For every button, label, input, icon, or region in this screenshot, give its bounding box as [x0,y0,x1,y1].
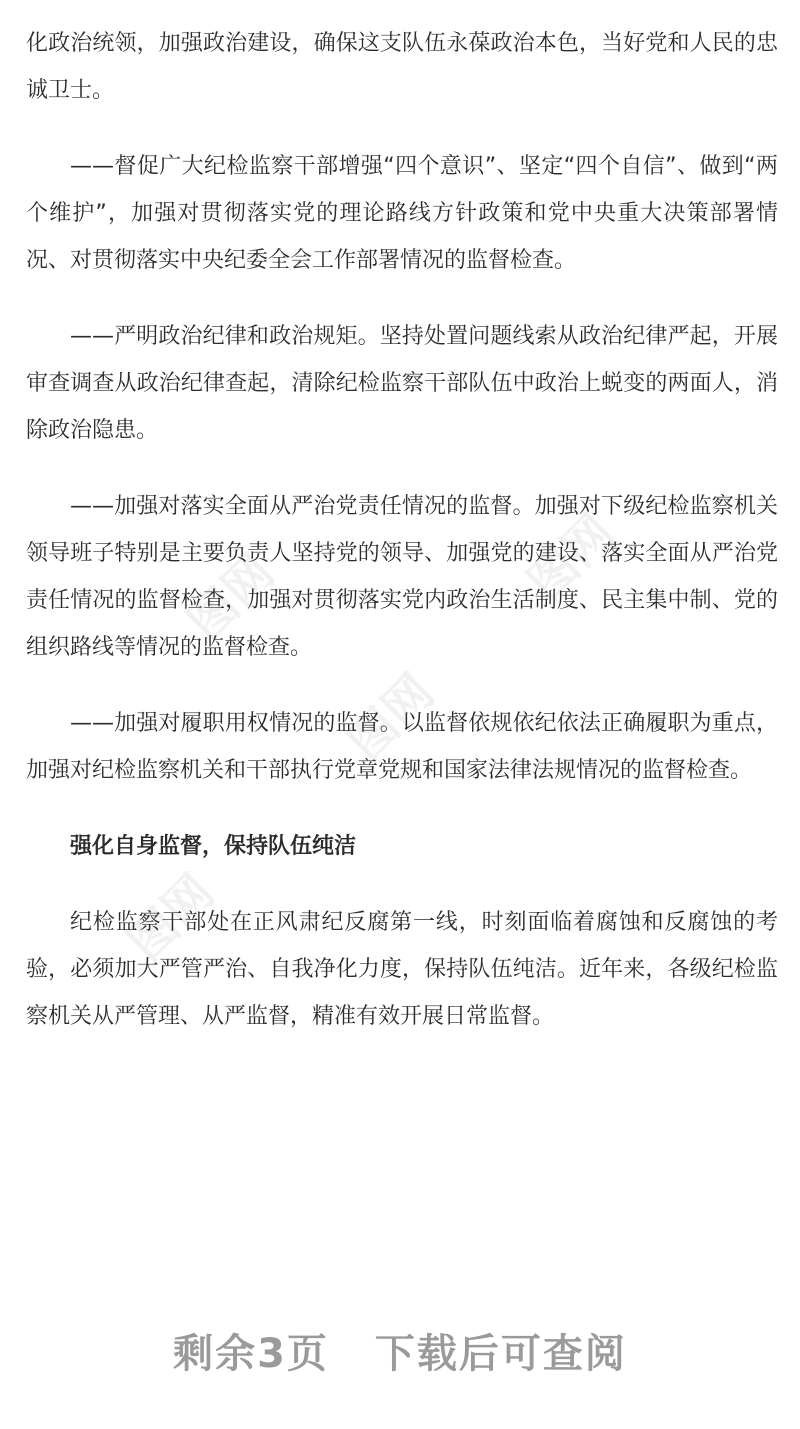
watermark: 图网 [117,863,225,972]
remaining-pages-label: 剩余3页 [173,1331,329,1377]
article-body [26,20,778,1069]
download-hint-label: 下载后可查阅 [374,1331,627,1377]
section-heading: 强化自身监督，保持队伍纯洁 [70,834,357,859]
paragraph: 纪检监察干部处在正风肃纪反腐第一线，时刻面临着腐蚀和反腐蚀的考验，必须加大严管严治、自我净化力度，保持队伍纯洁。近年来，各级纪检监察机关从严管理、从严监督，精准有效开展日常监督。 [26,910,778,1029]
paragraph: 化政治统领，加强政治建设，确保这支队伍永葆政治本色，当好党和人民的忠诚卫士。 [26,31,778,103]
watermark: 图网 [517,503,625,612]
paragraph: ——督促广大纪检监察干部增强“四个意识”、坚定“四个自信”、做到“两个维护”，加强对贯彻落实党的理论路线方针政策和党中央重大决策部署情况、对贯彻落实中央纪委全会工作部署情况的监督检查。 [26,154,778,273]
watermark: 图网 [177,543,285,652]
download-banner[interactable] [0,1322,800,1379]
watermark: 图网 [337,663,445,772]
paragraph: ——加强对履职用权情况的监督。以监督依规依纪依法正确履职为重点，加强对纪检监察机关和干部执行党章党规和国家法律法规情况的监督检查。 [26,711,778,783]
paragraph: ——严明政治纪律和政治规矩。坚持处置问题线索从政治纪律严起，开展审查调查从政治纪律查起，清除纪检监察干部队伍中政治上蜕变的两面人，消除政治隐患。 [26,324,778,443]
paragraph: ——加强对落实全面从严治党责任情况的监督。加强对下级纪检监察机关领导班子特别是主要负责人坚持党的领导、加强党的建设、落实全面从严治党责任情况的监督检查，加强对贯彻落实党内政治生活制度、民主集中制、党的组织路线等情况的监督检查。 [26,494,778,660]
